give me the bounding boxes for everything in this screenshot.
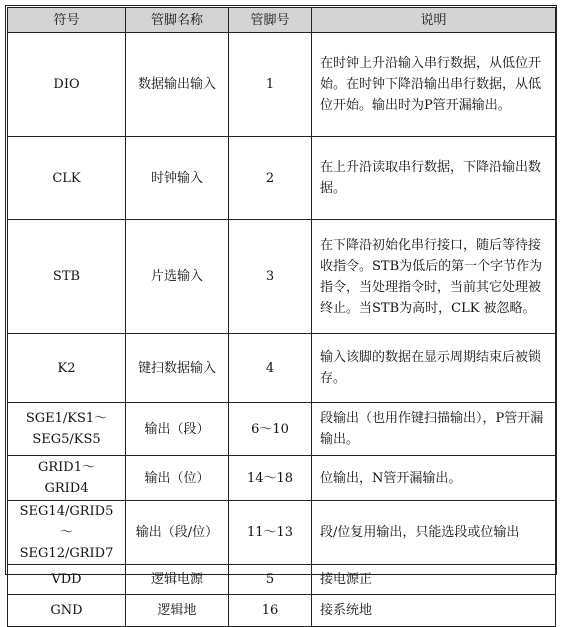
cell-pin-number: 14～18 [229, 456, 312, 501]
cell-pin-name: 逻辑地 [126, 595, 229, 627]
table-row [8, 220, 556, 334]
cell-pin-number: 11～13 [229, 501, 312, 565]
header-pin-number: 管脚号 [229, 8, 312, 33]
cell-description: 接系统地 [312, 595, 556, 627]
cell-description: 输入该脚的数据在显示周期结束后被锁存。 [312, 334, 556, 403]
cell-symbol: GRID1～ GRID4 [8, 456, 126, 501]
header-symbol: 符号 [8, 8, 126, 33]
cell-description: 在时钟上升沿输入串行数据，从低位开始。在时钟下降沿输出串行数据，从低位开始。输出时为P管开漏输出。 [312, 33, 556, 137]
cell-pin-number: 16 [229, 595, 312, 627]
cell-pin-name: 片选输入 [126, 220, 229, 334]
cell-description: 段/位复用输出，只能选段或位输出 [312, 501, 556, 565]
cell-symbol: VDD [8, 565, 126, 595]
table-row [8, 403, 556, 456]
cell-pin-number: 1 [229, 33, 312, 137]
cell-description: 接电源正 [312, 565, 556, 595]
cell-pin-name: 键扫数据输入 [126, 334, 229, 403]
cell-pin-number: 5 [229, 565, 312, 595]
table-row [8, 456, 556, 501]
cell-pin-name: 输出（段/位） [126, 501, 229, 565]
table-row [8, 137, 556, 220]
cell-description: 在上升沿读取串行数据，下降沿输出数据。 [312, 137, 556, 220]
cell-pin-number: 6～10 [229, 403, 312, 456]
cell-symbol: K2 [8, 334, 126, 403]
cell-pin-number: 2 [229, 137, 312, 220]
pin-definition-table [7, 7, 556, 627]
table-row [8, 501, 556, 565]
cell-pin-name: 数据输出输入 [126, 33, 229, 137]
table-row [8, 334, 556, 403]
cell-symbol: GND [8, 595, 126, 627]
table-row [8, 33, 556, 137]
cell-symbol: SGE1/KS1～SEG5/KS5 [8, 403, 126, 456]
cell-pin-number: 4 [229, 334, 312, 403]
header-description: 说明 [312, 8, 556, 33]
cell-description: 段输出（也用作键扫描输出），P管开漏输出。 [312, 403, 556, 456]
cell-pin-name: 时钟输入 [126, 137, 229, 220]
header-row [8, 8, 556, 33]
cell-description: 位输出，N管开漏输出。 [312, 456, 556, 501]
cell-symbol: CLK [8, 137, 126, 220]
cell-symbol: SEG14/GRID5～SEG12/GRID7 [8, 501, 126, 565]
header-pin-name: 管脚名称 [126, 8, 229, 33]
cell-pin-name: 输出（段） [126, 403, 229, 456]
cell-pin-name: 输出（位） [126, 456, 229, 501]
cell-pin-number: 3 [229, 220, 312, 334]
cell-pin-name: 逻辑电源 [126, 565, 229, 595]
cell-symbol: DIO [8, 33, 126, 137]
cell-description: 在下降沿初始化串行接口，随后等待接收指令。STB为低后的第一个字节作为指令，当处理指令时，当前其它处理被终止。当STB为高时，CLK 被忽略。 [312, 220, 556, 334]
table-row [8, 595, 556, 627]
cell-symbol: STB [8, 220, 126, 334]
